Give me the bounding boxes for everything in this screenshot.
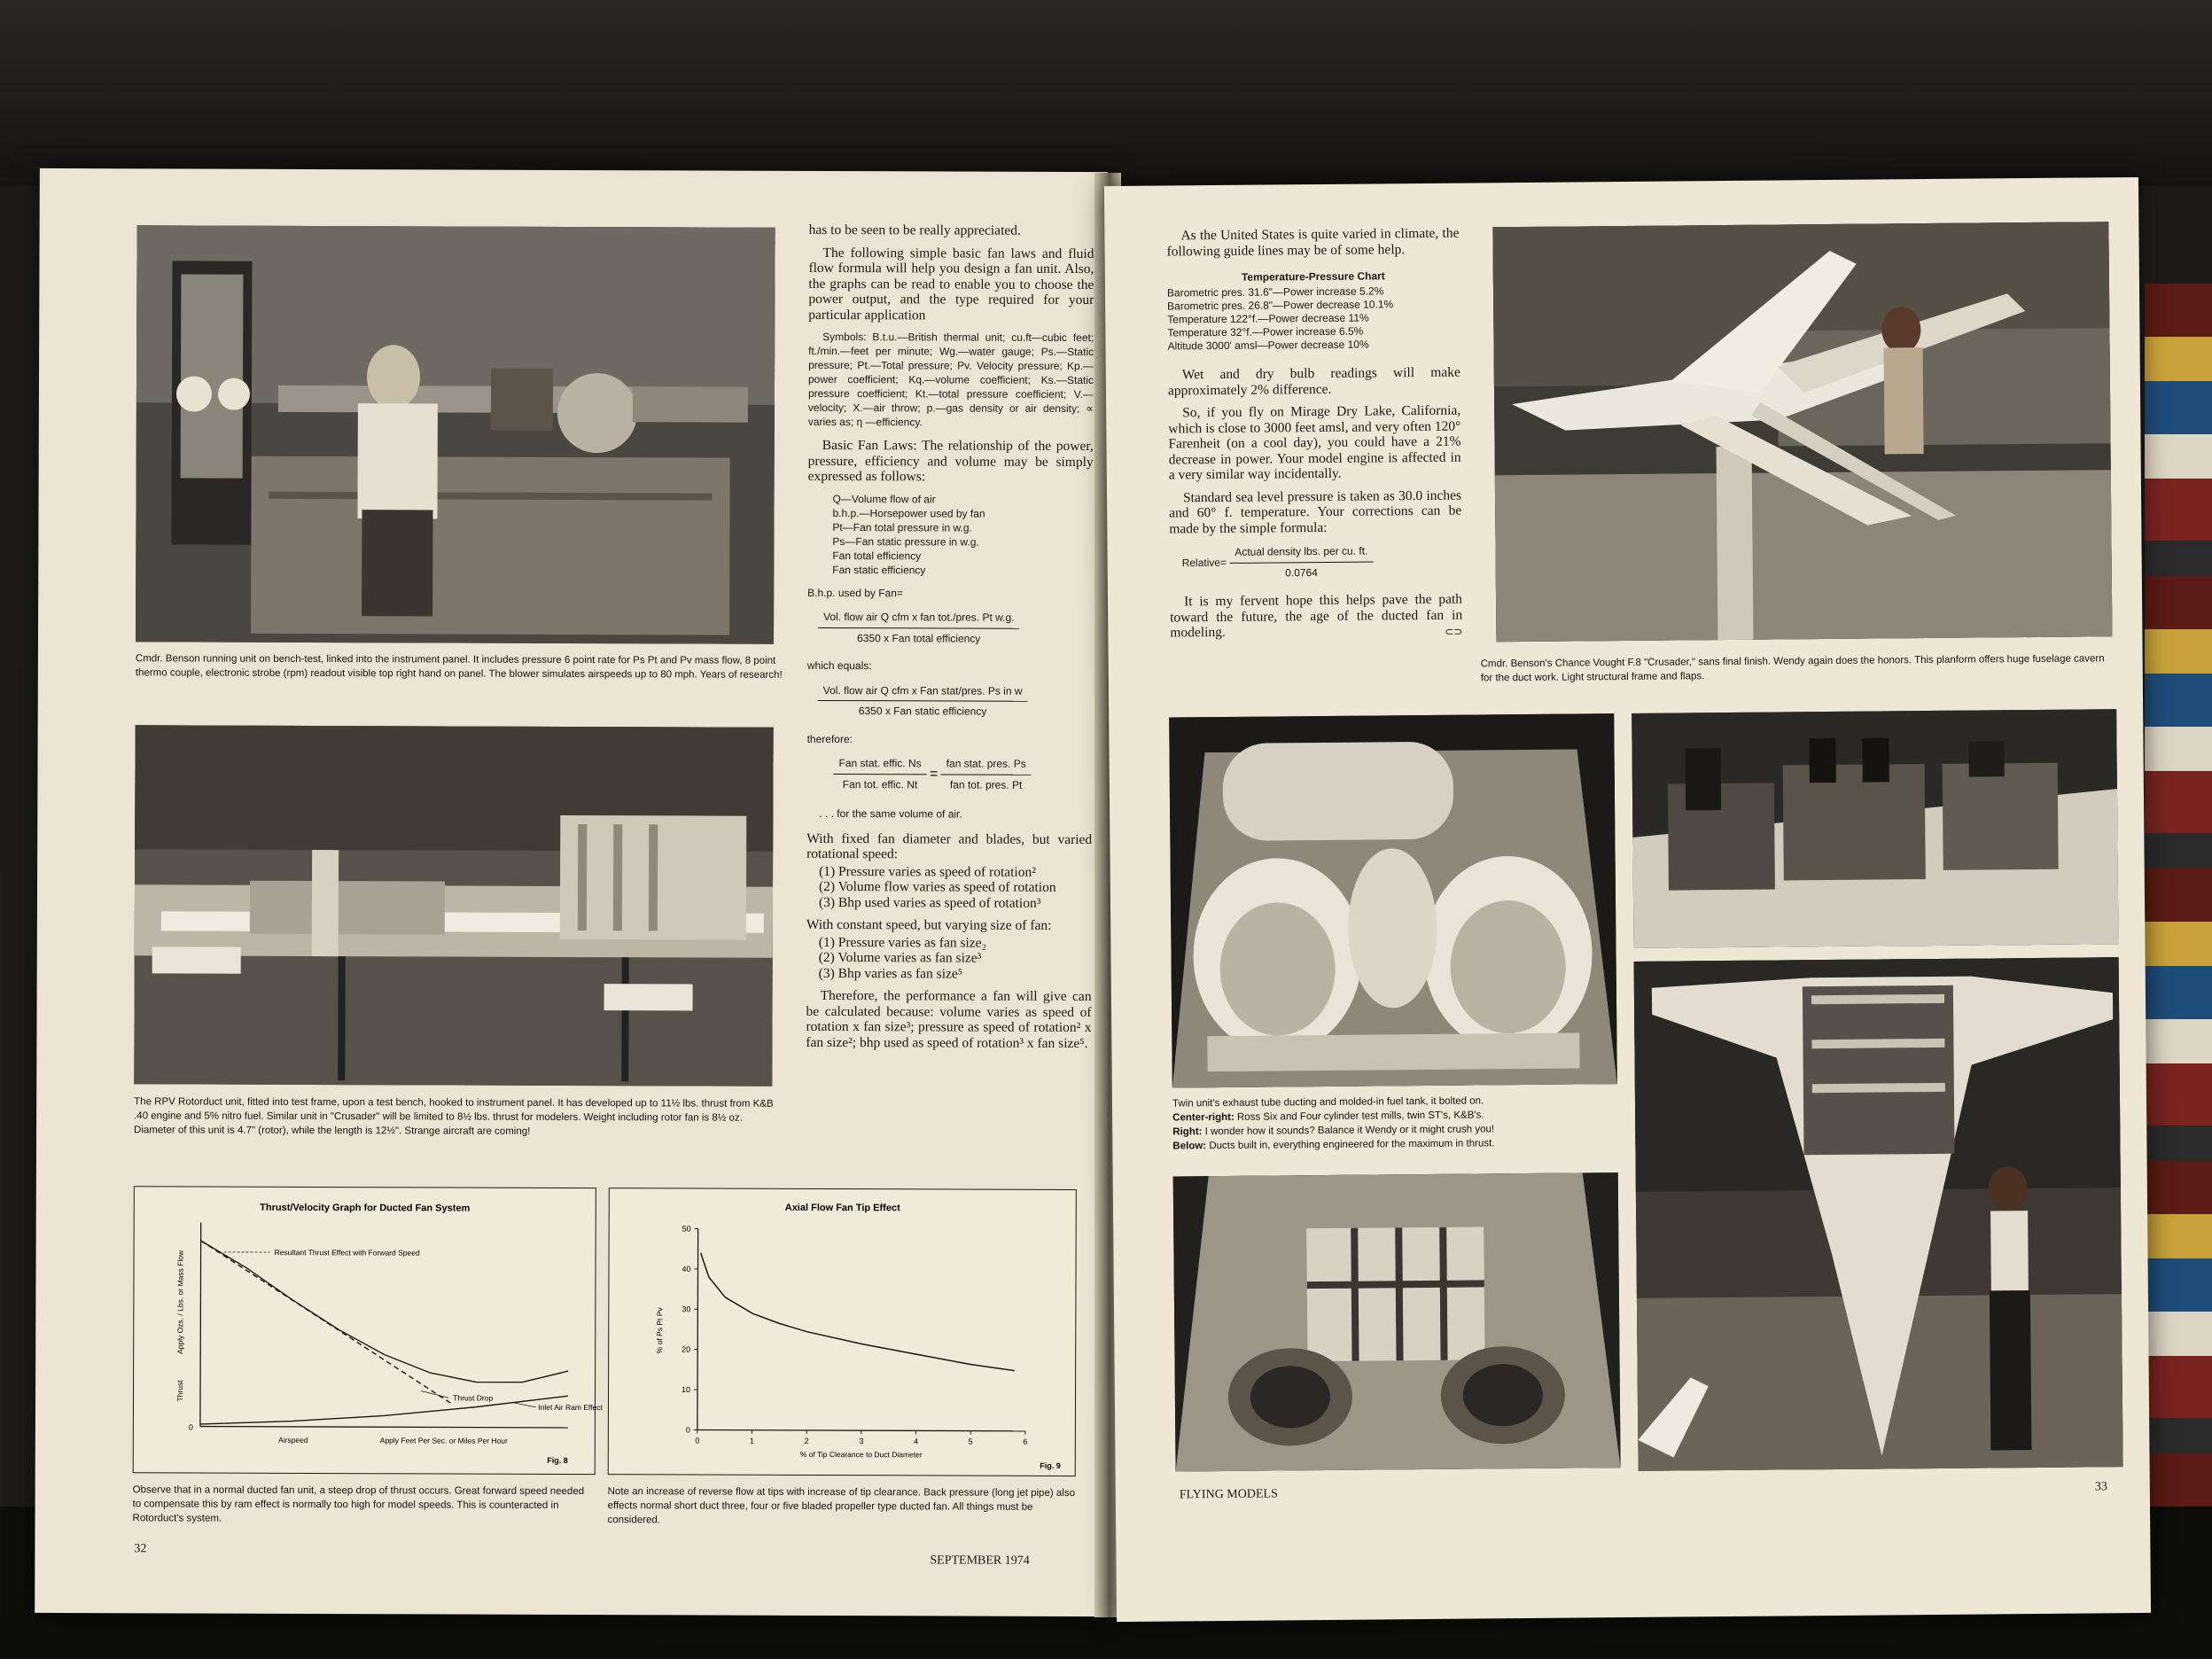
- same-volume-note: . . . for the same volume of air.: [819, 806, 962, 821]
- relative-label: Relative=: [1181, 556, 1227, 570]
- photo-bench-test: [136, 225, 775, 644]
- equation-1: [807, 610, 1093, 647]
- tp-row: Barometric pres. 26.8"—Power decrease 10.1%: [1167, 298, 1394, 313]
- performance-paragraph: Therefore, the performance a fan will give can be calculated because: volume varies as speed of rotation x fan size³; pressure as speed of rotation² x fan size²; bhp used as speed of rotation³ x fan size⁵.: [806, 987, 1092, 1051]
- col-paragraph: has to be seen to be really appreciated.: [808, 222, 1021, 238]
- x-axis-label: Apply Feet Per Sec. or Miles Per Hour: [379, 1436, 508, 1445]
- end-mark: ⊂⊃: [1445, 625, 1463, 638]
- symbols-paragraph: Symbols: B.t.u.—British thermal unit; cu.ft—cubic feet; ft./min.—feet per minute; Wg.—water gauge; Ps.—Static pressure; Pt.—Total pressure; Pv. Velocity pressure; Kp.—power coefficient; Kq.—volume coefficient; Ks.—Static pressure coefficient; Kt.—total pressure coefficient; V.—velocity; X.—air throw; p.—gas density or air density; ∝ varies as; η —efficiency.: [807, 330, 1094, 429]
- caption-label: Right:: [1172, 1126, 1203, 1138]
- x-tick-label: 6: [1023, 1437, 1028, 1446]
- fixed-diameter-intro: With fixed fan diameter and blades, but varied rotational speed:: [806, 830, 1093, 862]
- photo-rotorduct-caption: The RPV Rotorduct unit, fitted into test frame, upon a test bench, hooked to instrument panel. It has developed up to 11½ lbs. thrust from K&B .40 engine and 5% nitro fuel. Similar unit in "Crusader" will be limited to 8½ lbs. thrust for modelers. Weight including rotor fan is 8½ oz. Diameter of this unit is 4.7" (rotor), while the length is 12½". Strange aircraft are coming!: [134, 1096, 774, 1137]
- x-axis: [200, 1427, 568, 1428]
- chart-title: Axial Flow Fan Tip Effect: [784, 1202, 900, 1214]
- caption-label: Below:: [1172, 1141, 1207, 1152]
- eq3-left-denominator: Fan tot. effic. Nt: [842, 777, 918, 791]
- col-paragraph: So, if you fly on Mirage Dry Lake, California, which is close to 3000 feet amsl, and very often 120° Farenheit (on a cool day), you could have a 21% decrease in power. Your model engine is affected in a very similar way incidentally.: [1168, 402, 1461, 483]
- background-wall: [0, 0, 2212, 186]
- annotation-leader: [513, 1403, 536, 1407]
- article-column-right: [1166, 226, 1462, 643]
- eq2-denominator: 6350 x Fan static efficiency: [858, 705, 987, 718]
- y-axis-label: % of Ps Pt Pv: [655, 1307, 665, 1354]
- x-annotation: Airspeed: [278, 1435, 308, 1445]
- relative-denominator: 0.0764: [1285, 565, 1318, 579]
- fan-laws-intro: Basic Fan Laws: The relationship of the power, pressure, efficiency and volume may be simply expressed as follows:: [807, 437, 1094, 485]
- y-axis-label: Apply Ozs. / Lbs. or Mass Flow: [175, 1250, 185, 1355]
- page-32: [35, 168, 1108, 1616]
- x-tick-label: 1: [749, 1436, 755, 1445]
- fig-label: Fig. 9: [1040, 1460, 1061, 1470]
- y-tick-label: 50: [682, 1224, 691, 1234]
- y-tick-label: 20: [682, 1344, 691, 1354]
- equation-3: [806, 756, 1092, 793]
- const-item: (1) Pressure varies as fan size₂: [818, 934, 987, 951]
- y-tick-label: 10: [682, 1385, 691, 1395]
- caption-label: Center-right:: [1172, 1111, 1235, 1124]
- series-line-0: [200, 1241, 569, 1382]
- fan-law-def: Ps—Fan static pressure in w.g.: [832, 534, 979, 549]
- eq3-equals: =: [929, 767, 939, 783]
- fixed-item: (1) Pressure varies as speed of rotation²: [819, 863, 1036, 880]
- photo-twin-exhaust-caption: [1172, 1093, 1625, 1153]
- tp-row: Temperature 122°f.—Power decrease 11%: [1167, 311, 1369, 326]
- constant-speed-intro: With constant speed, but varying size of fan:: [806, 916, 1052, 933]
- annotation-label: Inlet Air Ram Effect: [538, 1402, 603, 1413]
- eq3-right-numerator: fan stat. pres. Ps: [941, 756, 1032, 775]
- y-axis: [697, 1229, 698, 1430]
- photo-rotorduct-unit: [134, 725, 773, 1087]
- fan-law-def: Pt—Fan total pressure in w.g.: [832, 520, 972, 534]
- y-axis: [200, 1223, 201, 1427]
- const-item: (2) Volume varies as fan size³: [818, 949, 982, 966]
- eq1-numerator: Vol. flow air Q cfm x fan tot./pres. Pt w.g.: [818, 610, 1019, 628]
- caption-line: [1172, 1135, 1624, 1153]
- caption-text: Ducts built in, everything engineered for the maximum in thrust.: [1206, 1138, 1495, 1152]
- photo-test-mills: [1632, 709, 2118, 948]
- fixed-item: (3) Bhp used varies as speed of rotation³: [818, 894, 1041, 911]
- caption-text: I wonder how it sounds? Balance it Wendy or it might crush you!: [1202, 1124, 1495, 1138]
- page-number: 32: [134, 1542, 147, 1556]
- x-tick-label: 3: [859, 1437, 864, 1446]
- x-axis-label: % of Tip Clearance to Duct Diameter: [799, 1449, 923, 1460]
- x-tick-label: 4: [913, 1437, 919, 1446]
- eq3-left-numerator: Fan stat. effic. Ns: [833, 756, 926, 775]
- y-tick-label: 40: [682, 1264, 691, 1273]
- page-33: [1104, 177, 2151, 1622]
- article-column-left: [806, 222, 1094, 1058]
- photo-ducts-built-in: [1173, 1172, 1621, 1471]
- fan-law-def: Fan total efficiency: [832, 549, 922, 562]
- fan-law-def: Fan static efficiency: [832, 563, 926, 576]
- caption-line: Twin unit's exhaust tube ducting and molded-in fuel tank, it bolted on.: [1172, 1095, 1484, 1110]
- photo-twin-exhaust: [1169, 713, 1617, 1087]
- series-line-2: [200, 1395, 568, 1426]
- eq3-right-denominator: fan tot. pres. Pt: [949, 777, 1023, 791]
- const-item: (3) Bhp varies as fan size⁵: [818, 965, 963, 982]
- photo-crusader: [1492, 222, 2112, 642]
- col-paragraph: Standard sea level pressure is taken as 30.0 inches and 60° f. temperature. Your corrections can be made by the simple formula:: [1169, 487, 1462, 536]
- which-equals: which equals:: [806, 658, 872, 673]
- bookshelf: [2145, 284, 2212, 1524]
- tp-row: Barometric pres. 31.6"—Power increase 5.2%: [1166, 284, 1384, 300]
- bhp-label: B.h.p. used by Fan=: [807, 586, 903, 599]
- eq1-denominator: 6350 x Fan total efficiency: [857, 631, 981, 645]
- therefore-label: therefore:: [806, 732, 853, 745]
- caption-text: Ross Six and Four cylinder test mills, twin ST's, K&B's.: [1234, 1110, 1484, 1123]
- chart-tip-caption: Note an increase of reverse flow at tips with increase of tip clearance. Back pressure (long jet pipe) also effects normal short duct three, four or five bladed propeller type ducted fan. All things must be considered.: [607, 1486, 1076, 1526]
- y-tick-label: 0: [685, 1425, 690, 1435]
- tp-row: Altitude 3000' amsl—Power decrease 10%: [1167, 338, 1369, 353]
- chart-thrust-velocity: [133, 1186, 603, 1475]
- photo-bench-test-caption: Cmdr. Benson running unit on bench-test, linked into the instrument panel. It includes pressure 6 point rate for Ps Pt and Pv mass flow, 8 point thermo couple, electronic strobe (rpm) readout visible top right hand on panel. The blower simulates airspeeds up to 80 mph. Years of research!: [135, 653, 783, 681]
- y-annotation: Thrust: [175, 1380, 185, 1402]
- photo-crusader-caption: Cmdr. Benson's Chance Vought F.8 "Crusader," sans final finish. Wendy again does the honors. This planform offers huge fuselage cavern for the duct work. Light structural frame and flaps.: [1480, 653, 2105, 684]
- y-tick-label: 30: [682, 1305, 691, 1314]
- origin-label: 0: [188, 1422, 193, 1432]
- tp-chart-title: Temperature-Pressure Chart: [1241, 269, 1385, 284]
- fixed-diameter-list: [806, 863, 1092, 911]
- eq2-numerator: Vol. flow air Q cfm x Fan stat/pres. Ps in w: [818, 682, 1028, 701]
- chart-tip-effect: [608, 1188, 1077, 1476]
- fan-law-definitions: [807, 491, 1093, 577]
- tp-row: Temperature 32°f.—Power increase 6.5%: [1167, 324, 1364, 339]
- x-tick-label: 2: [804, 1436, 809, 1445]
- col-paragraph: As the United States is quite varied in climate, the following guide lines may be of some help.: [1166, 225, 1460, 260]
- fan-law-def: Q—Volume flow of air: [832, 492, 936, 505]
- magazine-name: FLYING MODELS: [1179, 1487, 1278, 1502]
- constant-speed-list: [806, 934, 1092, 982]
- page-number: 33: [2094, 1480, 2107, 1494]
- col-paragraph: It is my fervent hope this helps pave the path toward the future, the age of the ducted fan in modeling.: [1170, 591, 1463, 641]
- relative-numerator: Actual density lbs. per cu. ft.: [1229, 543, 1373, 563]
- chart-title: Thrust/Velocity Graph for Ducted Fan System: [260, 1202, 471, 1214]
- annotation-label: Resultant Thrust Effect with Forward Speed: [274, 1248, 420, 1258]
- annotation-leader: [421, 1391, 448, 1398]
- temperature-pressure-chart: [1167, 269, 1460, 354]
- fixed-item: (2) Volume flow varies as speed of rotation: [818, 878, 1056, 895]
- relative-density-formula: [1181, 543, 1461, 582]
- chart-thrust-velocity-svg: [134, 1187, 603, 1474]
- col-paragraph: The following simple basic fan laws and fluid flow formula will help you design a fan unit. Also, the graphs can be read to enable you to choose the power output, and the type required for your particular application: [808, 245, 1094, 323]
- x-tick-label: 5: [968, 1437, 973, 1446]
- fan-law-def: b.h.p.—Horsepower used by fan: [832, 506, 985, 520]
- equation-2: [807, 682, 1093, 720]
- photo-wendy-crusader: [1634, 957, 2123, 1471]
- series-line: [700, 1253, 1015, 1371]
- issue-date: SEPTEMBER 1974: [930, 1554, 1030, 1568]
- col-paragraph: Wet and dry bulb readings will make approximately 2% difference.: [1167, 364, 1460, 399]
- fig-label: Fig. 8: [547, 1455, 568, 1465]
- annotation-label: Thrust Drop: [453, 1393, 494, 1403]
- chart-tip-effect-svg: [609, 1188, 1076, 1476]
- chart-thrust-caption: Observe that in a normal ducted fan unit, a steep drop of thrust occurs. Great forward speed needed to compensate this by ram effect is normally too high for model speeds. This is counteracted in Rotorduct's system.: [132, 1484, 585, 1524]
- x-tick-label: 0: [695, 1436, 700, 1445]
